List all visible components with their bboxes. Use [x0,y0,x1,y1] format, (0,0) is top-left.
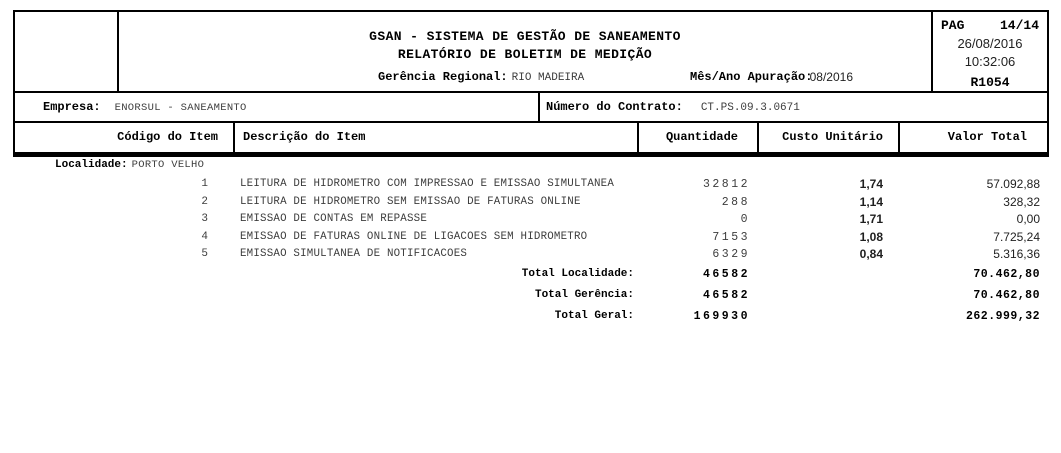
item-custo: 0,84 [859,247,883,261]
pag-label: PAG [941,18,965,33]
report-body [0,157,1061,327]
item-descricao: EMISSAO DE CONTAS EM REPASSE [240,213,428,225]
header-title-cell [119,12,931,91]
item-descricao: LEITURA DE HIDROMETRO COM IMPRESSAO E EMISSAO SIMULTANEA [240,178,615,190]
item-codigo: 3 [201,213,208,225]
page-info-box [931,12,1047,91]
gerencia-regional-value: RIO MADEIRA [511,72,585,84]
total-geral-row [0,306,1040,327]
total-gerencia-label: Total Gerência: [534,288,634,301]
item-valor: 5.316,36 [993,247,1040,261]
column-header-custo-unitario: Custo Unitário [759,123,900,152]
item-codigo: 4 [201,230,208,243]
item-quantidade: 288 [721,195,750,209]
contrato-label: Número do Contrato: [546,100,683,114]
item-descricao: EMISSAO DE FATURAS ONLINE DE LIGACOES SEM HIDROMETRO [240,230,588,243]
empresa-cell [15,93,540,121]
column-header-quantidade: Quantidade [639,123,759,152]
report-subtitle: RELATÓRIO DE BOLETIM DE MEDIÇÃO [397,47,653,62]
total-localidade-row [0,264,1040,285]
total-gerencia-row [0,285,1040,306]
logo-placeholder [15,12,119,91]
contrato-value: CT.PS.09.3.0671 [700,102,800,114]
page-number-line [933,17,1047,35]
item-codigo: 5 [201,248,208,260]
item-valor: 7.725,24 [993,229,1040,244]
total-localidade-valor: 70.462,80 [973,267,1040,281]
item-custo: 1,14 [859,194,883,209]
gerencia-regional-label: Gerência Regional: [378,70,508,84]
column-header-descricao: Descrição do Item [235,123,639,152]
item-quantidade: 0 [740,213,750,226]
item-quantidade: 32812 [702,178,750,191]
totals-section [0,264,1040,327]
report-code: R1054 [970,75,1010,90]
item-rows [0,176,1040,264]
total-geral-label: Total Geral: [554,309,634,322]
table-row [0,229,1040,247]
item-descricao: LEITURA DE HIDROMETRO SEM EMISSAO DE FATURAS ONLINE [240,195,581,208]
report-date: 26/08/2016 [957,36,1023,51]
item-descricao: EMISSAO SIMULTANEA DE NOTIFICACOES [240,248,468,260]
total-geral-valor: 262.999,32 [965,309,1040,323]
table-row [0,194,1040,212]
company-contract-row [15,93,1047,123]
item-codigo: 2 [201,195,208,208]
item-quantidade: 6329 [712,248,750,261]
contrato-cell [540,93,1047,121]
empresa-value: ENORSUL - SANEAMENTO [114,102,247,114]
total-localidade-label: Total Localidade: [521,267,634,280]
column-header-codigo: Código do Item [15,123,235,152]
item-valor: 0,00 [1016,212,1040,226]
table-row [0,211,1040,229]
total-geral-quantidade: 169930 [693,309,750,323]
localidade-value: PORTO VELHO [131,159,205,171]
table-row [0,176,1040,194]
page-number: 14/14 [999,18,1039,33]
total-gerencia-valor: 70.462,80 [973,288,1040,302]
mes-ano-apuracao-value: 08/2016 [809,70,853,84]
table-header-row [15,123,1047,155]
item-valor: 57.092,88 [986,177,1040,191]
item-custo: 1,08 [859,229,883,244]
table-row [0,246,1040,264]
report-title: GSAN - SISTEMA DE GESTÃO DE SANEAMENTO [369,29,681,44]
gerencia-regional [378,70,584,84]
item-quantidade: 7153 [712,230,750,244]
report-time: 10:32:06 [964,54,1016,69]
localidade-line [0,157,1061,174]
total-localidade-quantidade: 46582 [702,267,750,281]
localidade-label: Localidade: [55,159,128,171]
header-top-row [15,12,1047,93]
report-header-frame [13,10,1049,157]
total-gerencia-quantidade: 46582 [702,288,750,302]
item-codigo: 1 [201,178,208,190]
item-custo: 1,71 [859,212,883,226]
empresa-label: Empresa: [43,100,101,114]
item-custo: 1,74 [859,177,883,191]
item-valor: 328,32 [1003,194,1040,209]
column-header-valor-total: Valor Total [947,130,1027,144]
mes-ano-apuracao-label: Mês/Ano Apuração: [690,70,813,84]
